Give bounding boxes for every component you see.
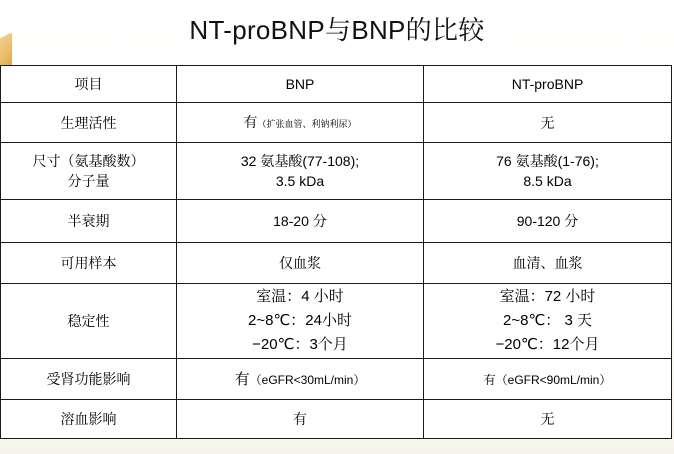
size-label-line2: 分子量 — [67, 173, 110, 189]
cell-ntprobnp-sample: 血清、血浆 — [424, 243, 672, 284]
cell-bnp-activity — [177, 103, 424, 143]
cell-ntprobnp-halflife: 90-120 分 — [424, 200, 672, 243]
ntprobnp-kidney-value: 有 — [483, 372, 496, 387]
bnp-size-line2: 3.5 kDa — [275, 173, 325, 189]
ntprobnp-stability-line2: 2~8℃： 3 天 — [503, 312, 592, 329]
row-label-hemolysis: 溶血影响 — [1, 400, 177, 439]
row-label-sample: 可用样本 — [1, 243, 177, 284]
table-row-sample — [1, 243, 672, 284]
row-label-size — [1, 143, 177, 200]
cell-bnp-hemolysis: 有 — [177, 400, 424, 439]
table-header-row — [1, 66, 672, 103]
cell-bnp-stability — [177, 284, 424, 359]
ntprobnp-stability-line1: 室温：72 小时 — [499, 288, 596, 305]
cell-bnp-kidney — [177, 359, 424, 400]
bnp-kidney-value: 有 — [234, 370, 250, 388]
ntprobnp-kidney-note: （eGFR<90mL/min） — [495, 372, 612, 387]
table-row-size — [1, 143, 672, 200]
row-label-stability: 稳定性 — [1, 284, 177, 359]
cell-ntprobnp-activity: 无 — [424, 103, 672, 143]
table-row-halflife — [1, 200, 672, 243]
row-label-activity: 生理活性 — [1, 103, 177, 143]
table-row-kidney — [1, 359, 672, 400]
row-label-kidney: 受肾功能影响 — [1, 359, 177, 400]
cell-ntprobnp-hemolysis: 无 — [424, 400, 672, 439]
comparison-table — [0, 65, 672, 439]
bnp-activity-note: （扩张血管、利钠利尿） — [257, 118, 357, 129]
bnp-stability-line3: −20℃：3个月 — [252, 336, 348, 353]
header-bnp: BNP — [177, 66, 424, 103]
cell-ntprobnp-kidney — [424, 359, 672, 400]
cell-bnp-size — [177, 143, 424, 200]
ntprobnp-size-line2: 8.5 kDa — [523, 173, 572, 189]
table-row-activity — [1, 103, 672, 143]
table-row-hemolysis — [1, 400, 672, 439]
cell-bnp-sample: 仅血浆 — [177, 243, 424, 284]
ntprobnp-size-line1: 76 氨基酸(1-76); — [496, 153, 599, 169]
bnp-activity-value: 有 — [243, 113, 258, 130]
bnp-size-line1: 32 氨基酸(77-108); — [240, 153, 360, 169]
bnp-kidney-note: （eGFR<30mL/min） — [249, 372, 366, 387]
ntprobnp-stability-line3: −20℃：12个月 — [495, 336, 600, 353]
bnp-stability-line1: 室温：4 小时 — [256, 288, 344, 305]
cell-ntprobnp-size — [424, 143, 672, 200]
cell-bnp-halflife: 18-20 分 — [177, 200, 424, 243]
table-row-stability — [1, 284, 672, 359]
cell-ntprobnp-stability — [424, 284, 672, 359]
bnp-stability-line2: 2~8℃：24小时 — [248, 312, 352, 329]
page-title: NT-proBNP与BNP的比较 — [189, 15, 485, 45]
header-item: 项目 — [1, 66, 177, 103]
size-label-line1: 尺寸（氨基酸数） — [32, 153, 145, 169]
row-label-halflife: 半衰期 — [1, 200, 177, 243]
header-ntprobnp: NT-proBNP — [424, 66, 672, 103]
